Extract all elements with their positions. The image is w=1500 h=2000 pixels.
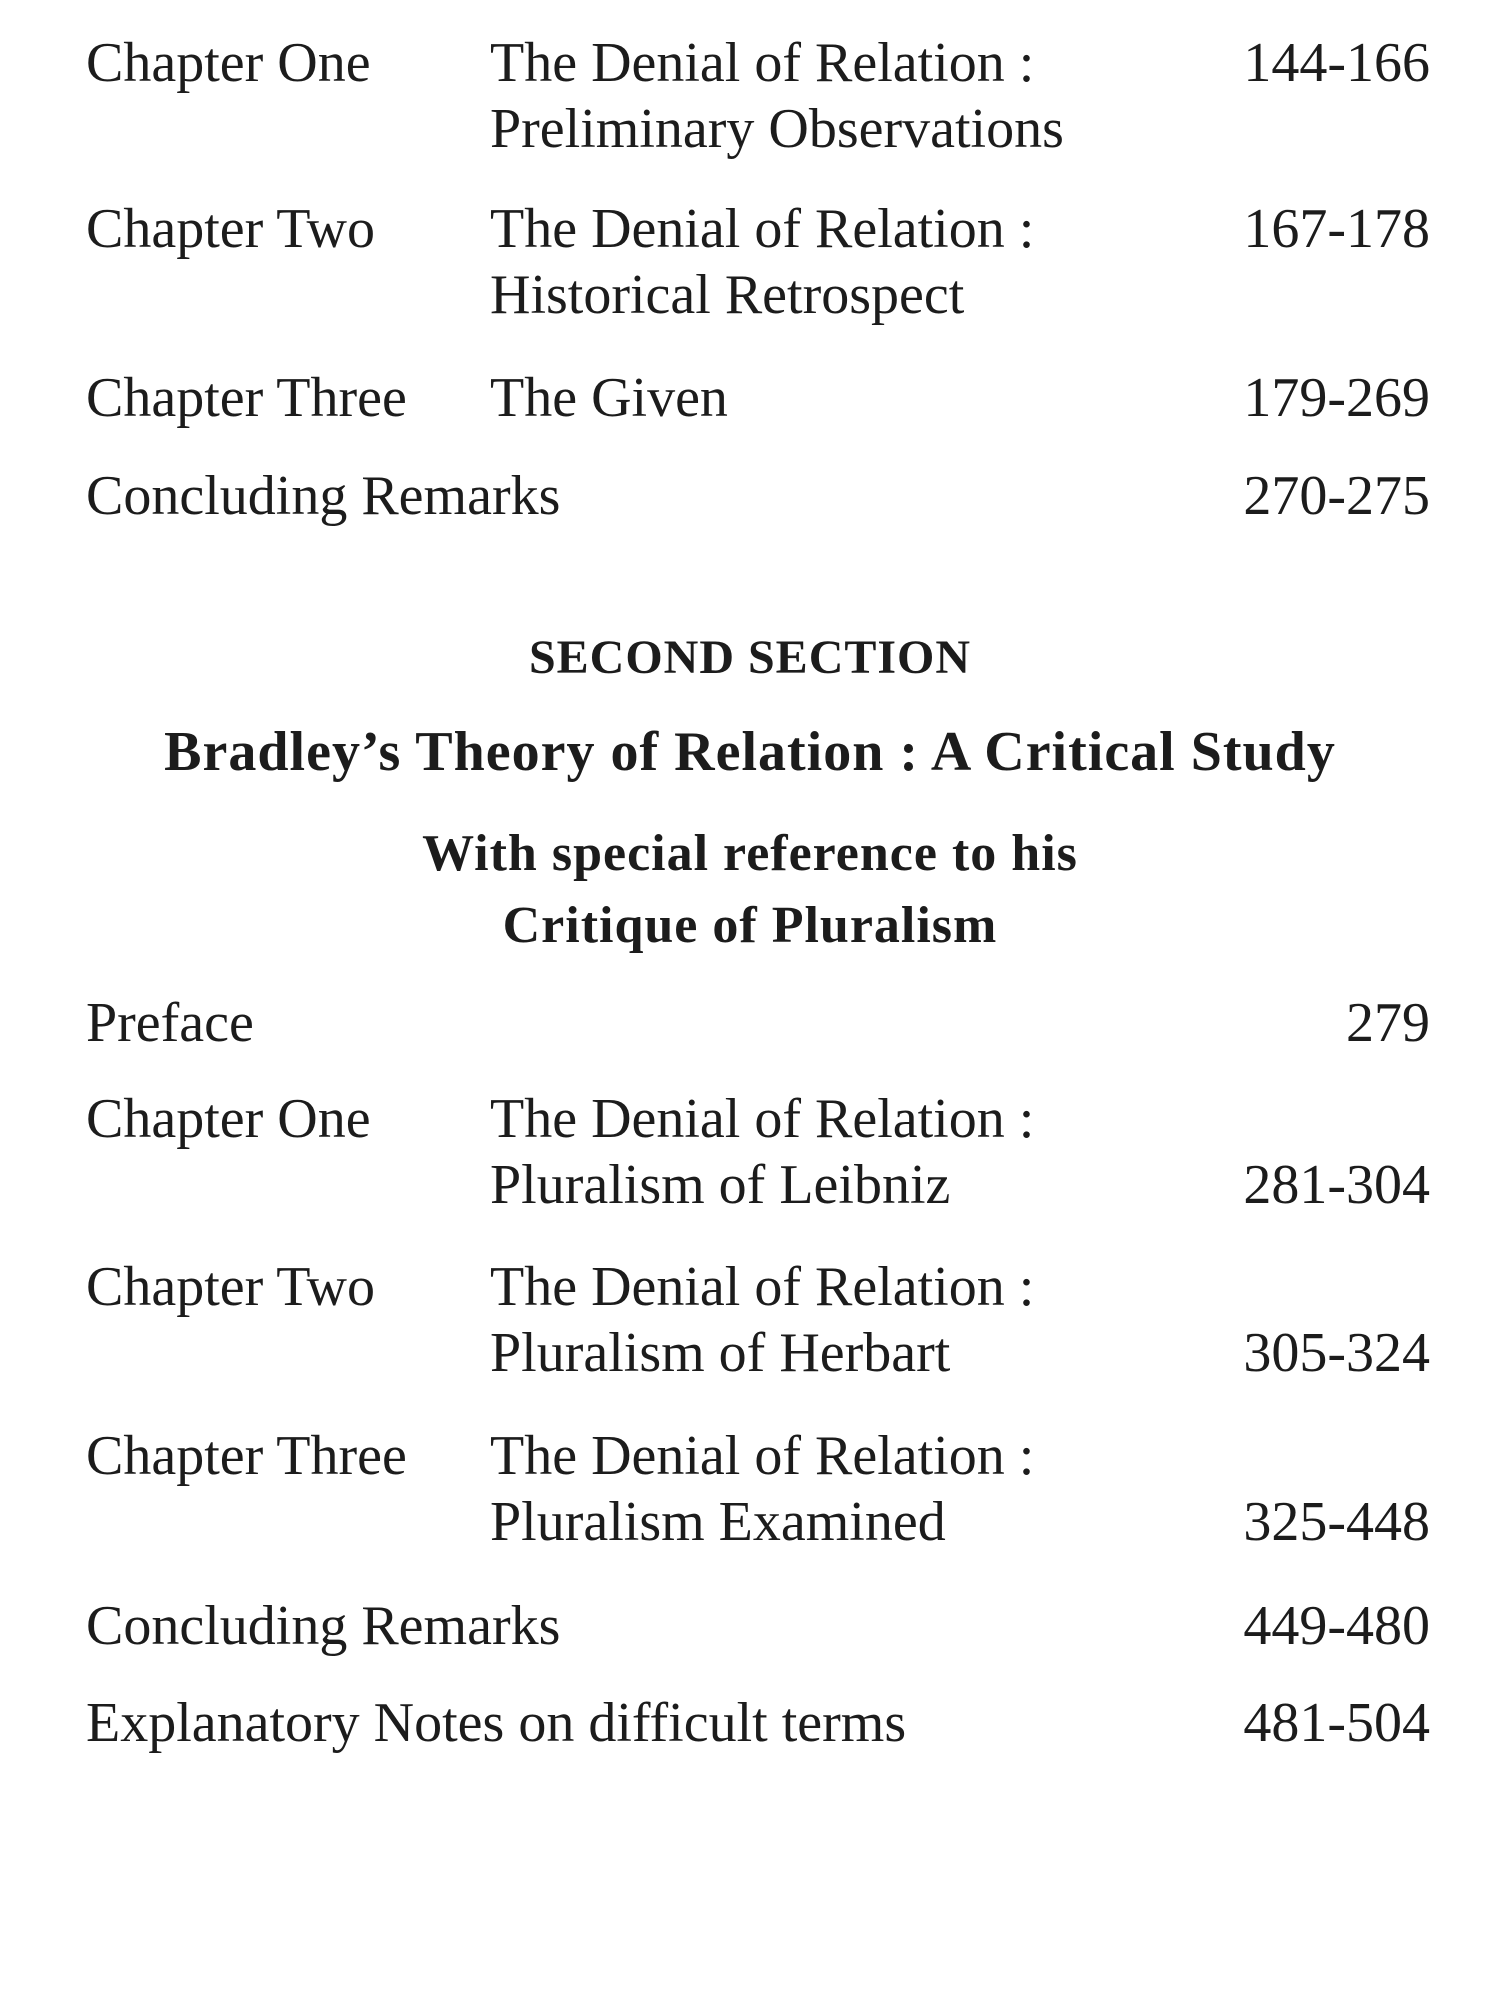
entry-label: Concluding Remarks (86, 465, 561, 527)
entry-pages: 281-304 (1243, 1154, 1430, 1216)
entry-label: Chapter Three (86, 1425, 407, 1487)
entry-label: Concluding Remarks (86, 1595, 561, 1657)
entry-title (490, 30, 1064, 162)
entry-title-line: Pluralism Examined (490, 1491, 946, 1553)
entry-pages: 449-480 (1243, 1595, 1430, 1657)
entry-label: Chapter One (86, 1088, 371, 1150)
entry-title-line: The Denial of Relation : (490, 32, 1035, 94)
entry-pages: 305-324 (1243, 1322, 1430, 1384)
entry-label: Explanatory Notes on difficult terms (86, 1692, 907, 1754)
entry-title (490, 1086, 1034, 1218)
section-title: Bradley’s Theory of Relation : A Critical Study (164, 721, 1336, 783)
entry-label: Chapter Three (86, 367, 407, 429)
section-subtitle-line: Critique of Pluralism (502, 897, 998, 954)
entry-title-line: Historical Retrospect (490, 264, 965, 326)
entry-title (490, 1423, 1034, 1555)
entry-title-line: The Denial of Relation : (490, 1088, 1035, 1150)
entry-title-line: Pluralism of Herbart (490, 1322, 951, 1384)
section-heading: SECOND SECTION (528, 631, 972, 684)
section-subtitle (0, 818, 1500, 962)
entry-title (490, 1254, 1034, 1386)
entry-title-line: Pluralism of Leibniz (490, 1154, 951, 1216)
section-subtitle-line: With special reference to his (422, 825, 1078, 882)
entry-pages: 144-166 (1243, 32, 1430, 94)
entry-title-line: Preliminary Observations (490, 98, 1064, 160)
entry-title-line: The Denial of Relation : (490, 198, 1035, 260)
entry-label: Preface (86, 992, 254, 1054)
entry-title-line: The Given (490, 367, 728, 429)
entry-pages: 270-275 (1243, 465, 1430, 527)
entry-title (490, 365, 728, 431)
entry-pages: 481-504 (1243, 1692, 1430, 1754)
entry-pages: 279 (1346, 992, 1430, 1054)
entry-label: Chapter One (86, 32, 371, 94)
entry-pages: 179-269 (1243, 367, 1430, 429)
entry-title-line: The Denial of Relation : (490, 1425, 1035, 1487)
entry-pages: 167-178 (1243, 198, 1430, 260)
entry-label: Chapter Two (86, 198, 375, 260)
entry-pages: 325-448 (1243, 1491, 1430, 1553)
entry-title-line: The Denial of Relation : (490, 1256, 1035, 1318)
entry-label: Chapter Two (86, 1256, 375, 1318)
entry-title (490, 196, 1034, 328)
